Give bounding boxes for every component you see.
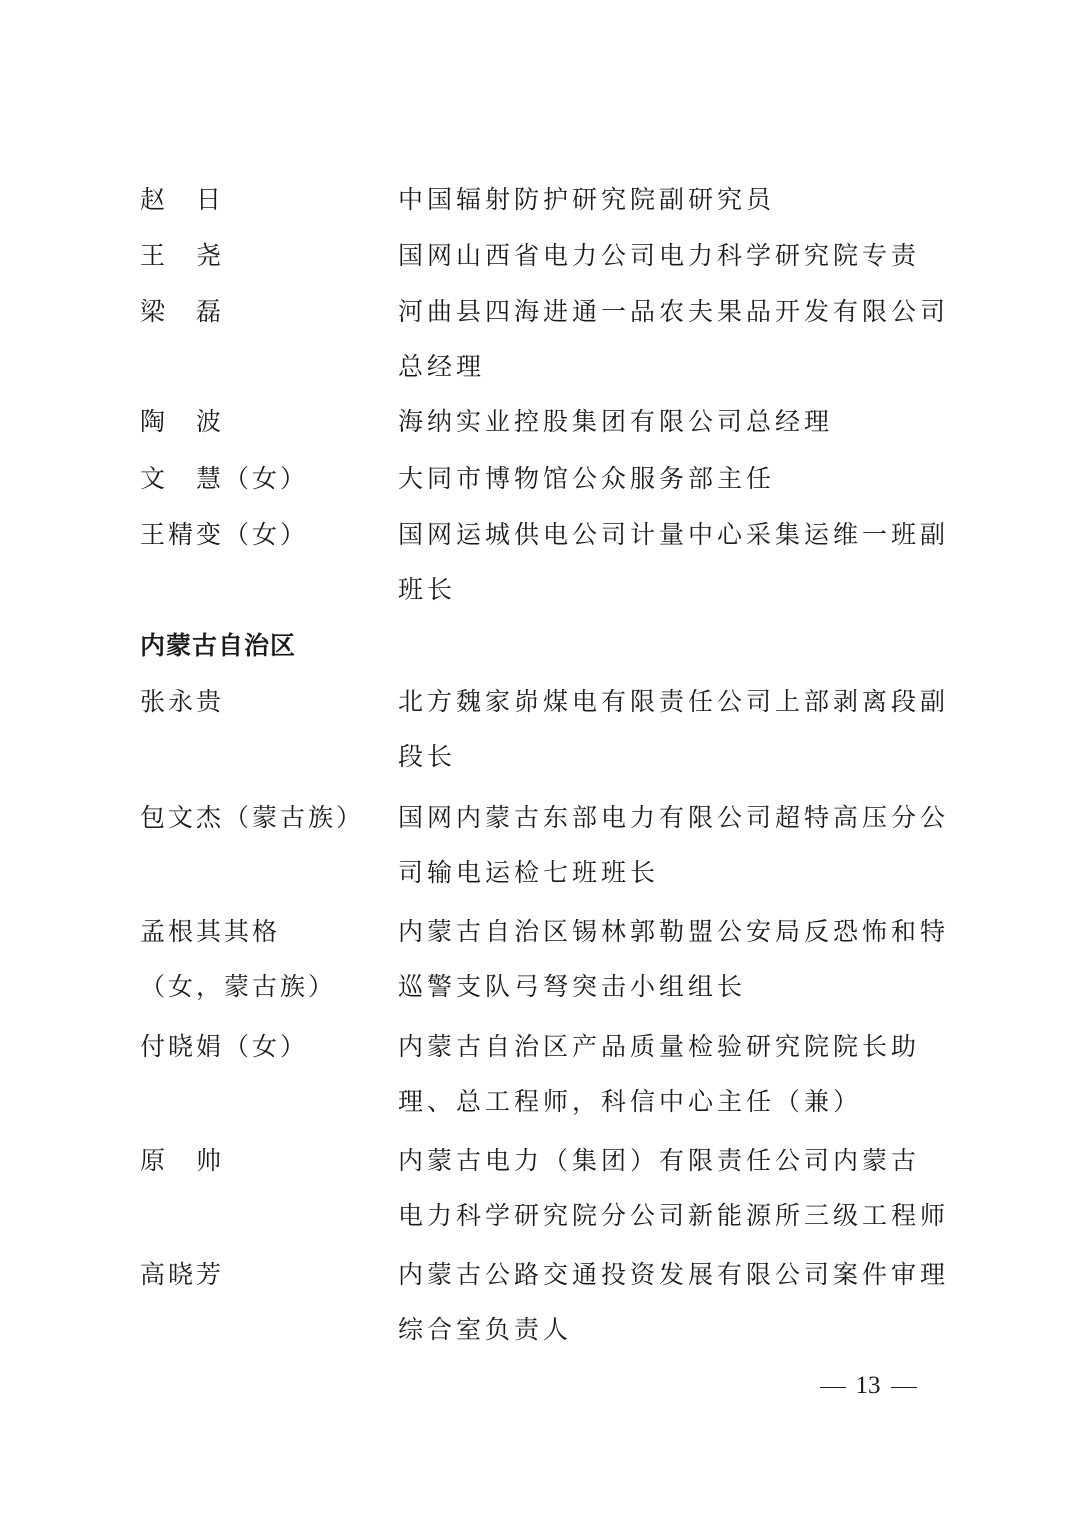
title-line: 中国辐射防护研究院副研究员: [398, 185, 776, 214]
name-line: 孟根其其格: [140, 917, 281, 946]
person-name: 赵 日: [140, 185, 225, 214]
person-name: [140, 790, 390, 845]
person-title: [398, 284, 950, 394]
title-line: 综合室负责人: [398, 1315, 573, 1344]
title-line: 电力科学研究院分公司新能源所三级工程师: [398, 1201, 950, 1230]
title-line: 司输电运检七班班长: [398, 858, 660, 887]
person-name: 王 尧: [140, 241, 225, 270]
page-number-value: 13: [855, 1372, 881, 1399]
page-number: [808, 1364, 928, 1408]
person-title: [398, 790, 950, 900]
person-title: [398, 1133, 950, 1243]
title-line: 班长: [398, 575, 457, 604]
person-title: [398, 172, 938, 227]
title-line: 内蒙古自治区锡林郭勒盟公安局反恐怖和特: [398, 917, 950, 946]
person-name: [140, 1247, 390, 1302]
person-title: [398, 674, 950, 784]
name-line: 高晓芳: [140, 1260, 225, 1289]
title-line: 理、总工程师，科信中心主任（兼）: [398, 1087, 863, 1116]
title-line: 内蒙古公路交通投资发展有限公司案件审理: [398, 1260, 950, 1289]
person-title: [398, 1247, 950, 1357]
name-line: 付晓娟（女）: [140, 1032, 309, 1061]
title-line: 内蒙古自治区产品质量检验研究院院长助: [398, 1032, 921, 1061]
person-title: [398, 394, 938, 449]
name-line: 张永贵: [140, 687, 225, 716]
title-line: 大同市博物馆公众服务部主任: [398, 464, 776, 493]
title-line: 总经理: [398, 352, 486, 381]
person-name: [140, 674, 390, 729]
title-line: 国网山西省电力公司电力科学研究院专责: [398, 241, 921, 270]
title-line: 巡警支队弓弩突击小组组长: [398, 972, 747, 1001]
person-title: [398, 1019, 938, 1129]
title-line: 海纳实业控股集团有限公司总经理: [398, 407, 834, 436]
title-line: 段长: [398, 742, 457, 771]
dash-left: [820, 1387, 846, 1388]
person-name: 文 慧（女）: [140, 464, 309, 493]
title-line: 国网运城供电公司计量中心采集运维一班副: [398, 520, 950, 549]
person-name: 梁 磊: [140, 297, 225, 326]
person-title: [398, 507, 950, 617]
person-name: 陶 波: [140, 407, 225, 436]
name-line: 原 帅: [140, 1146, 225, 1175]
title-line: 北方魏家峁煤电有限责任公司上部剥离段副: [398, 687, 950, 716]
person-name: [140, 904, 390, 1014]
title-line: 河曲县四海进通一品农夫果品开发有限公司: [398, 297, 950, 326]
person-name: 王精变（女）: [140, 520, 309, 549]
person-title: [398, 451, 938, 506]
title-line: 国网内蒙古东部电力有限公司超特高压分公: [398, 803, 950, 832]
section-heading: [140, 618, 940, 673]
person-title: [398, 228, 938, 283]
person-name: [140, 1133, 390, 1188]
name-line: 包文杰（蒙古族）: [140, 803, 365, 832]
dash-right: [891, 1387, 917, 1388]
person-name: [140, 1019, 390, 1074]
person-title: [398, 904, 950, 1014]
title-line: 内蒙古电力（集团）有限责任公司内蒙古: [398, 1146, 921, 1175]
name-line: （女，蒙古族）: [140, 972, 337, 1001]
section-title: 内蒙古自治区: [140, 631, 297, 660]
